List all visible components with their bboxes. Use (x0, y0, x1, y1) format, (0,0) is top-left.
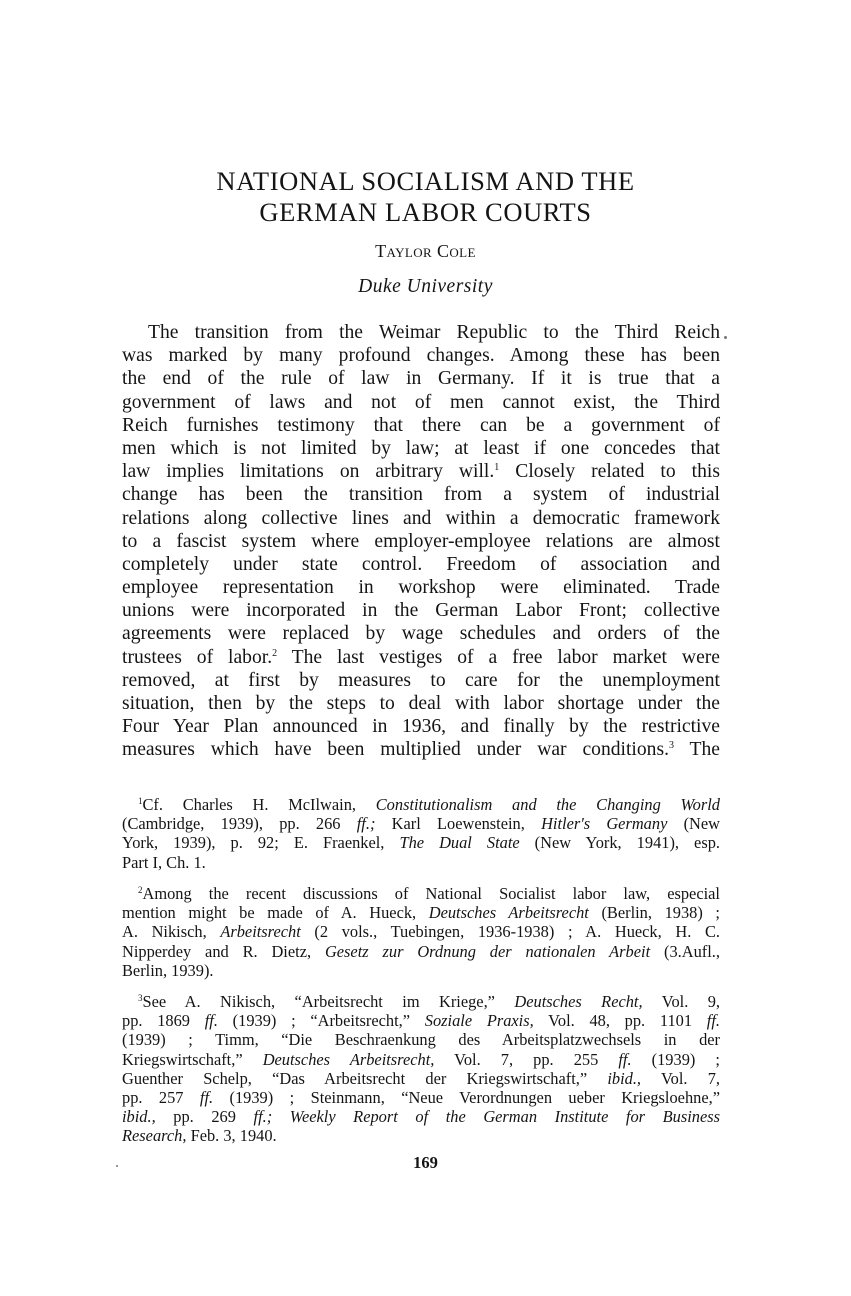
footnote-2 (122, 884, 720, 980)
scan-speck (116, 1165, 118, 1167)
footnote-line (122, 992, 720, 1011)
footnote-3 (122, 992, 720, 1146)
footnote-text: mention might be made of A. Hueck, (122, 903, 429, 923)
footnote-mark-3: 3 (669, 740, 674, 752)
cited-title: Research, (122, 1126, 187, 1146)
footnote-text: Among the recent discussions of National Socialist labor law, especial (142, 884, 720, 903)
body-text-segment: The last vestiges of a free labor market were (277, 646, 720, 668)
footnote-text: Vol. 7, pp. 255 (434, 1049, 619, 1069)
footnote-line: Part I, Ch. 1. (122, 852, 206, 872)
footnote-text: ff. (199, 1087, 214, 1107)
page-number: 169 (413, 1153, 438, 1172)
footnote-line (122, 1088, 720, 1107)
footnote-text: (1939) ; (631, 1049, 720, 1069)
footnote-line (122, 795, 720, 814)
author-affiliation: Duke University (358, 276, 493, 297)
cited-title: ff.; Weekly Report of the German Institute for Business (253, 1107, 721, 1127)
body-text-segment: measures which have been multiplied under war conditions. (122, 739, 669, 761)
footnote-text: Kriegswirtschaft,” (122, 1049, 263, 1069)
scan-speck (724, 336, 727, 339)
footnote-text: (New York, 1941), esp. (519, 833, 720, 853)
cited-title: Soziale Praxis, (424, 1011, 534, 1031)
body-line: situation, then by the steps to deal with labor shortage under the (122, 693, 720, 714)
body-line: change has been the transition from a system of industrial (122, 484, 720, 506)
article-title-line-1: NATIONAL SOCIALISM AND THE (216, 166, 635, 196)
body-line: government of laws and not of men cannot exist, the Third (122, 391, 720, 413)
footnote-text: Vol. 7, (641, 1068, 721, 1088)
body-line: the end of the rule of law in Germany. If it is true that a (122, 368, 720, 390)
cited-title: Hitler's Germany (541, 814, 668, 834)
footnote-text: Guenther Schelp, “Das Arbeitsrecht der Kriegswirtschaft,” (122, 1068, 608, 1088)
body-line: completely under state control. Freedom of association and (122, 553, 720, 575)
footnote-text: pp. 269 (155, 1107, 254, 1127)
cited-title: Constitutionalism and the Changing World (375, 795, 720, 814)
footnote-text: pp. 1869 (122, 1011, 205, 1031)
body-line (122, 738, 720, 761)
article-title-line-2: GERMAN LABOR COURTS (259, 197, 592, 227)
body-line: was marked by many profound changes. Among these has been (122, 345, 720, 367)
footnote-text: ff. (706, 1011, 720, 1031)
body-line: relations along collective lines and within a democratic framework (122, 507, 720, 529)
footnote-mark-2: 2 (272, 647, 278, 659)
footnote-line (122, 1011, 720, 1030)
footnote-text: (1939) ; Steinmann, “Neue Verordnungen ueber Kriegsloehne,” (213, 1087, 720, 1107)
footnote-text: Karl Loewenstein, (375, 814, 542, 834)
body-text-segment: Closely related to this (499, 461, 720, 483)
body-text-segment: law implies limitations on arbitrary will. (122, 461, 495, 483)
footnote-line (122, 1126, 720, 1145)
body-line (122, 646, 720, 669)
cited-title: Arbeitsrecht (220, 922, 301, 942)
footnote-text: (Cambridge, 1939), pp. 266 (122, 814, 357, 834)
footnote-number: 1 (138, 796, 143, 806)
body-line: agreements were replaced by wage schedules and orders of the (122, 623, 720, 645)
footnote-text: (Berlin, 1938) ; (588, 903, 720, 923)
footnote-number: 2 (138, 885, 143, 895)
footnote-line (122, 833, 720, 852)
body-line: men which is not limited by law; at least if one concedes that (122, 437, 720, 459)
footnote-text: (2 vols., Tuebingen, 1936-1938) ; A. Hueck, H. C. (300, 922, 720, 942)
footnote-number: 3 (138, 993, 143, 1003)
footnote-mark-1: 1 (494, 462, 500, 474)
footnote-text: (3.Aufl., (650, 941, 720, 961)
footnote-text: Vol. 48, pp. 1101 (533, 1011, 707, 1031)
cited-title: Gesetz zur Ordnung der nationalen Arbeit (324, 941, 651, 961)
body-text-segment: trustees of labor. (122, 646, 273, 668)
footnote-text: ff. (204, 1011, 218, 1031)
footnote-text: York, 1939), p. 92; E. Fraenkel, (122, 833, 400, 853)
footnote-1 (122, 795, 720, 872)
footnote-text: See A. Nikisch, “Arbeitsrecht im Kriege,” (142, 992, 515, 1011)
footnote-line (122, 814, 720, 833)
footnote-text: ibid., (122, 1107, 156, 1127)
footnote-line (122, 1069, 720, 1088)
footnote-text: A. Nikisch, (122, 922, 221, 942)
footnote-line: Berlin, 1939). (122, 960, 214, 980)
body-line: unions were incorporated in the German Labor Front; collective (122, 600, 720, 622)
author-name: Taylor Cole (375, 241, 476, 261)
footnote-line (122, 1107, 720, 1126)
body-paragraph (122, 321, 720, 762)
body-line: The transition from the Weimar Republic to the Third Reich (148, 322, 720, 343)
cited-title: Deutsches Arbeitsrecht (428, 903, 589, 923)
footnote-text: Vol. 9, (642, 992, 721, 1011)
body-text-segment: The (674, 739, 720, 761)
cited-title: The Dual State (399, 833, 520, 853)
body-line: removed, at first by measures to care for the unemployment (122, 669, 720, 691)
body-line: Four Year Plan announced in 1936, and finally by the restrictive (122, 716, 720, 738)
footnote-text: ff. (618, 1049, 632, 1069)
footnote-text: (New (667, 814, 720, 834)
footnote-text: ibid., (607, 1068, 642, 1088)
footnote-text: Nipperdey and R. Dietz, (122, 941, 325, 961)
body-line: Reich furnishes testimony that there can be a government of (122, 414, 720, 436)
body-line (122, 460, 720, 483)
cited-title: Deutsches Arbeitsrecht, (262, 1049, 435, 1069)
footnote-line (122, 884, 720, 903)
footnote-line (122, 1050, 720, 1069)
footnote-text: Feb. 3, 1940. (186, 1126, 277, 1146)
footnote-line (122, 903, 720, 922)
footnote-line (122, 942, 720, 961)
footnote-text: Cf. Charles H. McIlwain, (142, 795, 376, 814)
footnote-line (122, 922, 720, 941)
cited-title: Deutsches Recht, (514, 992, 643, 1011)
body-line: to a fascist system where employer-employee relations are almost (122, 530, 720, 552)
footnote-line: (1939) ; Timm, “Die Beschraenkung des Arbeitsplatzwechsels in der (122, 1030, 720, 1050)
footnote-text: ff.; (356, 814, 376, 834)
footnote-text: (1939) ; “Arbeitsrecht,” (217, 1011, 425, 1031)
footnote-text: pp. 257 (122, 1087, 200, 1107)
body-line: employee representation in workshop were eliminated. Trade (122, 577, 720, 599)
